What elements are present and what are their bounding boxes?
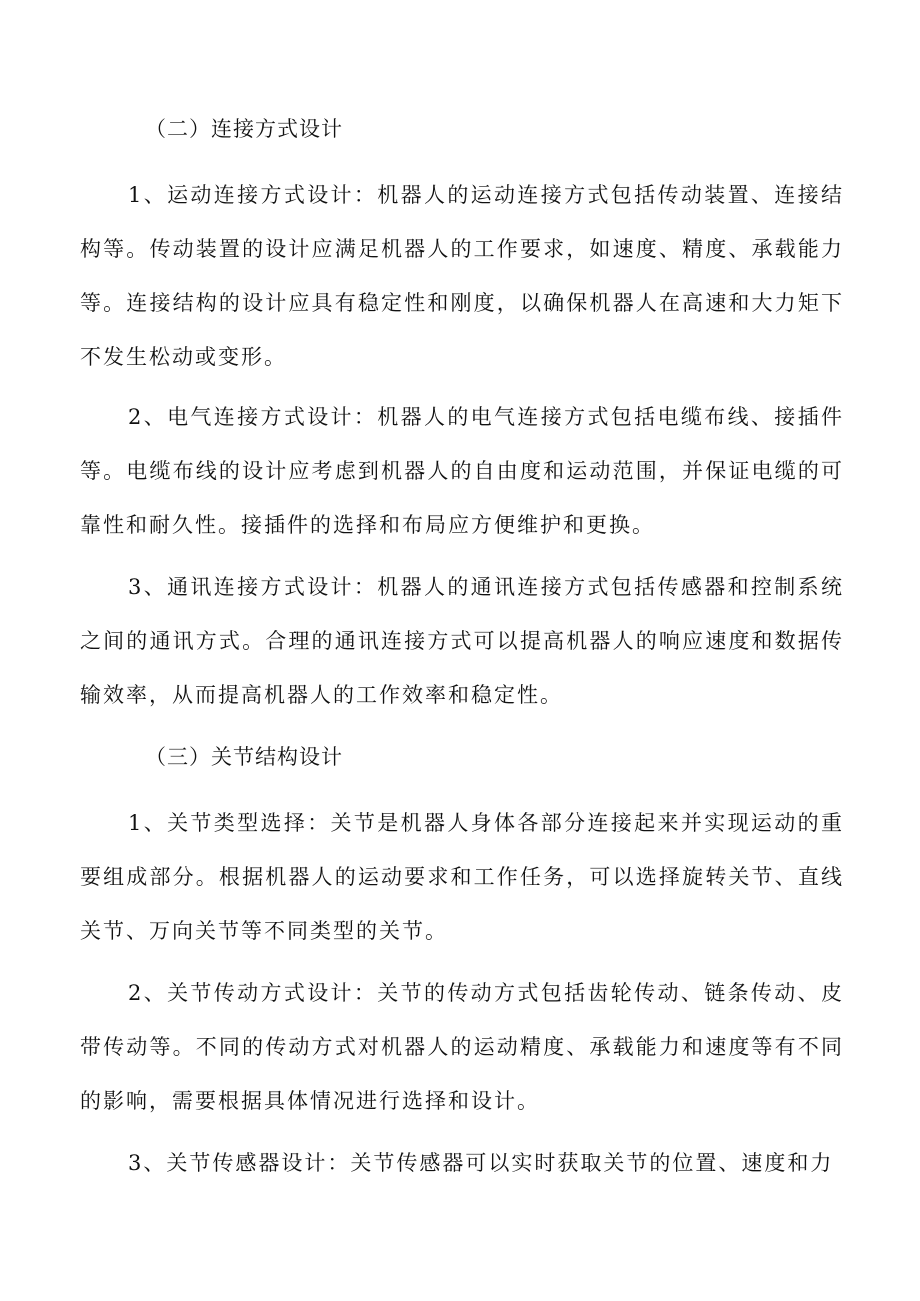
section-heading-joint-design: （三）关节结构设计 — [145, 745, 343, 769]
paragraph-text: 1、关节类型选择：关节是机器人身体各部分连接起来并实现运动的重要组成部分。根据机器人的运动要求和工作任务，可以选择旋转关节、直线关节、万向关节等不同类型的关节。 — [80, 811, 844, 943]
paragraph-motion-connection — [80, 168, 844, 384]
paragraph-communication-connection — [80, 560, 844, 722]
paragraph-joint-transmission — [80, 966, 844, 1128]
paragraph-text: 3、通讯连接方式设计：机器人的通讯连接方式包括传感器和控制系统之间的通讯方式。合理的通讯连接方式可以提高机器人的响应速度和数据传输效率，从而提高机器人的工作效率和稳定性。 — [80, 575, 844, 707]
paragraph-text: 2、电气连接方式设计：机器人的电气连接方式包括电缆布线、接插件等。电缆布线的设计应考虑到机器人的自由度和运动范围，并保证电缆的可靠性和耐久性。接插件的选择和布局应方便维护和更换。 — [80, 405, 844, 537]
paragraph-text: 3、关节传感器设计：关节传感器可以实时获取关节的位置、速度和力 — [128, 1151, 834, 1175]
paragraph-text: 1、运动连接方式设计：机器人的运动连接方式包括传动装置、连接结构等。传动装置的设计应满足机器人的工作要求，如速度、精度、承载能力等。连接结构的设计应具有稳定性和刚度，以确保机器人在高速和大力矩下不发生松动或变形。 — [80, 183, 844, 369]
section-heading-connection-design: （二）连接方式设计 — [145, 117, 343, 141]
paragraph-electrical-connection — [80, 390, 844, 552]
paragraph-joint-sensor — [80, 1136, 844, 1190]
paragraph-text: 2、关节传动方式设计：关节的传动方式包括齿轮传动、链条传动、皮带传动等。不同的传动方式对机器人的运动精度、承载能力和速度等有不同的影响，需要根据具体情况进行选择和设计。 — [80, 981, 844, 1113]
paragraph-joint-type — [80, 796, 844, 958]
